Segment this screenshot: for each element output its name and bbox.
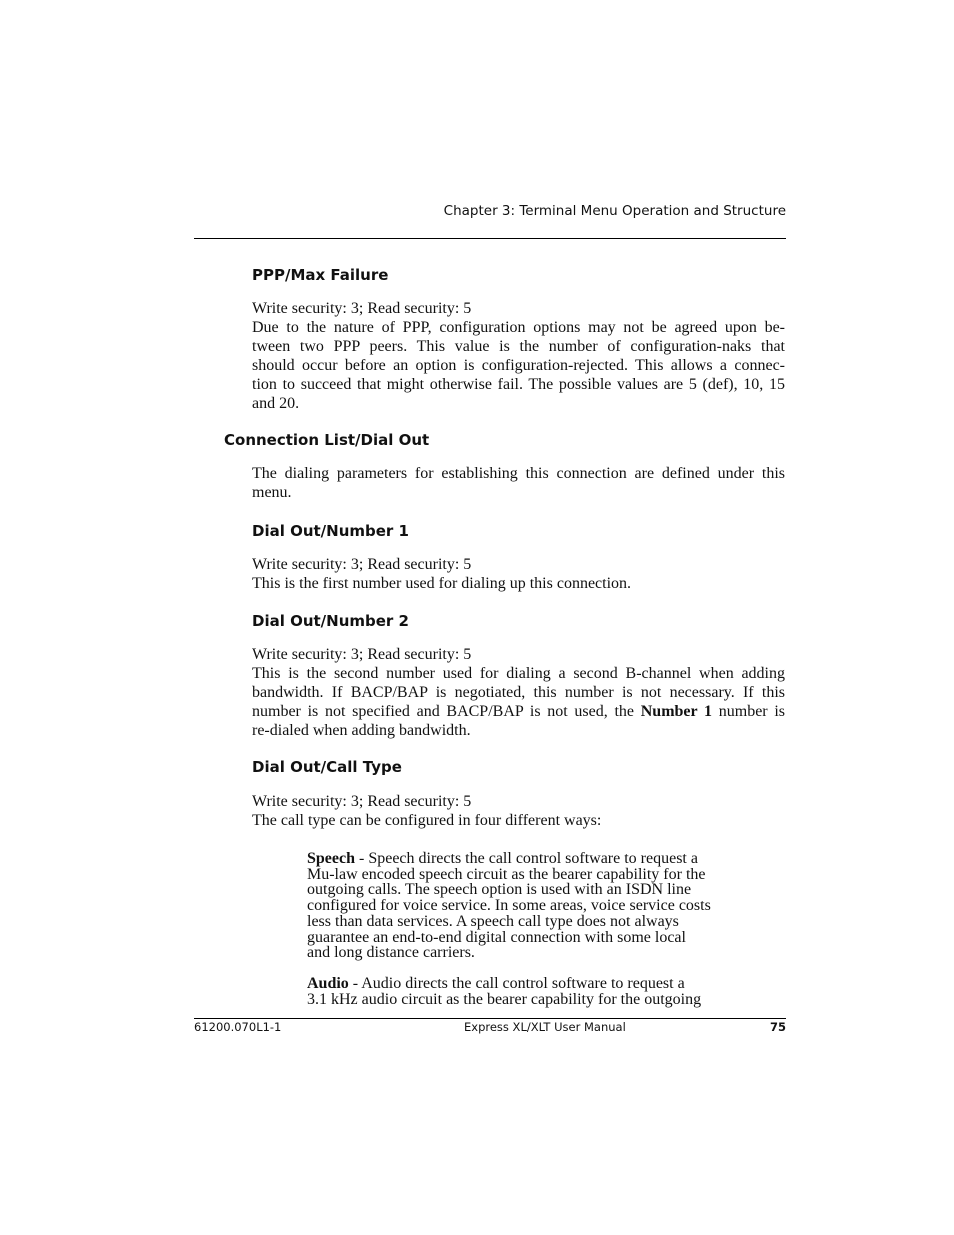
option-first-line — [307, 851, 747, 867]
call-type-speech — [307, 851, 747, 961]
body-line: and 20. — [252, 394, 300, 412]
body-text: number is not specified and BACP/BAP is not used, the — [252, 702, 641, 720]
connection-list-body — [252, 465, 785, 503]
option-term-speech: Speech — [307, 850, 355, 867]
body-line: This is the first number used for dialing up this connection. — [252, 574, 632, 592]
page-number: 75 — [769, 1020, 786, 1034]
body-line: 3.1 kHz audio circuit as the bearer capability for the outgoing — [307, 990, 702, 1008]
dial-out-call-type-body — [252, 793, 785, 831]
body-line: This is the second number used for dialing a second B-channel when adding — [252, 664, 785, 682]
heading-connection-list-dial-out: Connection List/Dial Out — [224, 431, 430, 449]
body-line: Due to the nature of PPP, configuration options may not be agreed upon be- — [252, 318, 785, 336]
body-line: outgoing calls. The speech option is used with an ISDN line — [307, 881, 692, 899]
doc-number: 61200.070L1-1 — [194, 1020, 282, 1034]
call-type-audio — [307, 976, 747, 1007]
body-line: guarantee an end-to-end digital connection with some local — [307, 928, 686, 946]
body-text: - Audio directs the call control software to request a — [348, 975, 685, 992]
footer-rule — [194, 1018, 786, 1019]
body-line: menu. — [252, 483, 292, 501]
dial-out-number-2-body — [252, 646, 785, 741]
security-line: Write security: 3; Read security: 5 — [252, 646, 472, 663]
body-text: - Speech directs the call control software to request a — [355, 850, 698, 867]
option-term-audio: Audio — [307, 975, 349, 992]
body-line: tion to succeed that might otherwise fail. The possible values are 5 (def), 10, 15 — [252, 375, 785, 393]
bold-term-number-1: Number 1 — [640, 702, 713, 720]
body-line: The dialing parameters for establishing this connection are defined under this — [252, 465, 785, 482]
body-line: re-dialed when adding bandwidth. — [252, 721, 471, 739]
body-line: bandwidth. If BACP/BAP is negotiated, this number is not necessary. If this — [252, 683, 785, 701]
body-line: tween two PPP peers. This value is the number of configuration-naks that — [252, 337, 785, 355]
body-line: should occur before an option is configuration-rejected. This allows a connec- — [252, 356, 785, 374]
body-line: less than data services. A speech call type does not always — [307, 912, 679, 930]
heading-dial-out-number-2: Dial Out/Number 2 — [252, 612, 409, 630]
body-line — [252, 703, 785, 722]
security-line: Write security: 3; Read security: 5 — [252, 793, 472, 810]
security-line: Write security: 3; Read security: 5 — [252, 556, 472, 573]
body-line: and long distance carriers. — [307, 944, 475, 962]
dial-out-number-1-body — [252, 556, 785, 594]
heading-dial-out-call-type: Dial Out/Call Type — [252, 758, 402, 776]
body-line: Mu-law encoded speech circuit as the bearer capability for the — [307, 865, 706, 883]
manual-title: Express XL/XLT User Manual — [464, 1020, 626, 1034]
option-first-line — [307, 976, 747, 992]
running-header: Chapter 3: Terminal Menu Operation and Structure — [443, 203, 786, 219]
heading-dial-out-number-1: Dial Out/Number 1 — [252, 522, 409, 540]
security-line: Write security: 3; Read security: 5 — [252, 300, 472, 317]
body-text: number is — [712, 702, 786, 720]
body-line: The call type can be configured in four different ways: — [252, 811, 602, 829]
header-rule — [194, 238, 786, 239]
body-line: configured for voice service. In some areas, voice service costs — [307, 897, 711, 915]
ppp-max-failure-body — [252, 300, 785, 413]
heading-ppp-max-failure: PPP/Max Failure — [252, 266, 389, 284]
